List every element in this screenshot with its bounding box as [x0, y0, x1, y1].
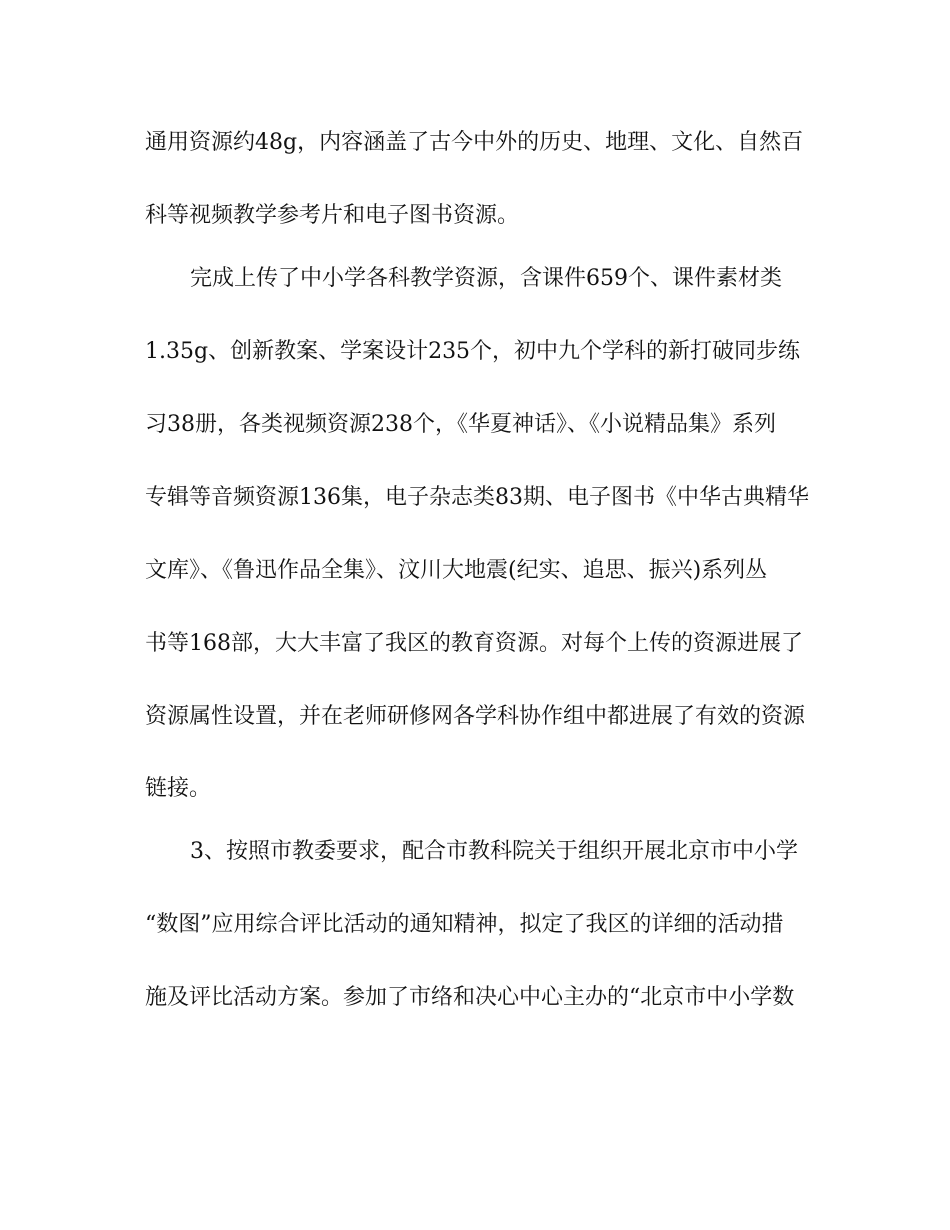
text-line: 资源属性设置，并在老师研修网各学科协作组中都进展了有效的资源: [145, 704, 806, 729]
text-line: 通用资源约48g，内容涵盖了古今中外的历史、地理、文化、自然百: [145, 130, 804, 155]
paragraph-first-line: 3、按照市教委要求，配合市教科院关于组织开展北京市中小学: [190, 839, 798, 864]
text-line: 链接。: [145, 776, 212, 801]
text-line: “数图”应用综合评比活动的通知精神，拟定了我区的详细的活动措: [145, 912, 784, 937]
text-line: 施及评比活动方案。参加了市络和决心中心主办的“北京市中小学数: [145, 985, 795, 1010]
text-line: 1.35g、创新教案、学案设计235个，初中九个学科的新打破同步练: [145, 339, 801, 364]
text-line: 文库》、《鲁迅作品全集》、汶川大地震(纪实、追思、振兴)系列丛: [145, 558, 768, 583]
text-line: 专辑等音频资源136集，电子杂志类83期、电子图书《中华古典精华: [145, 485, 809, 510]
text-line: 科等视频教学参考片和电子图书资源。: [145, 203, 520, 228]
text-line: 习38册，各类视频资源238个，《华夏神话》、《小说精品集》系列: [145, 412, 776, 437]
paragraph-first-line: 完成上传了中小学各科教学资源，含课件659个、课件素材类: [190, 266, 782, 291]
text-line: 书等168部，大大丰富了我区的教育资源。对每个上传的资源进展了: [145, 631, 803, 656]
